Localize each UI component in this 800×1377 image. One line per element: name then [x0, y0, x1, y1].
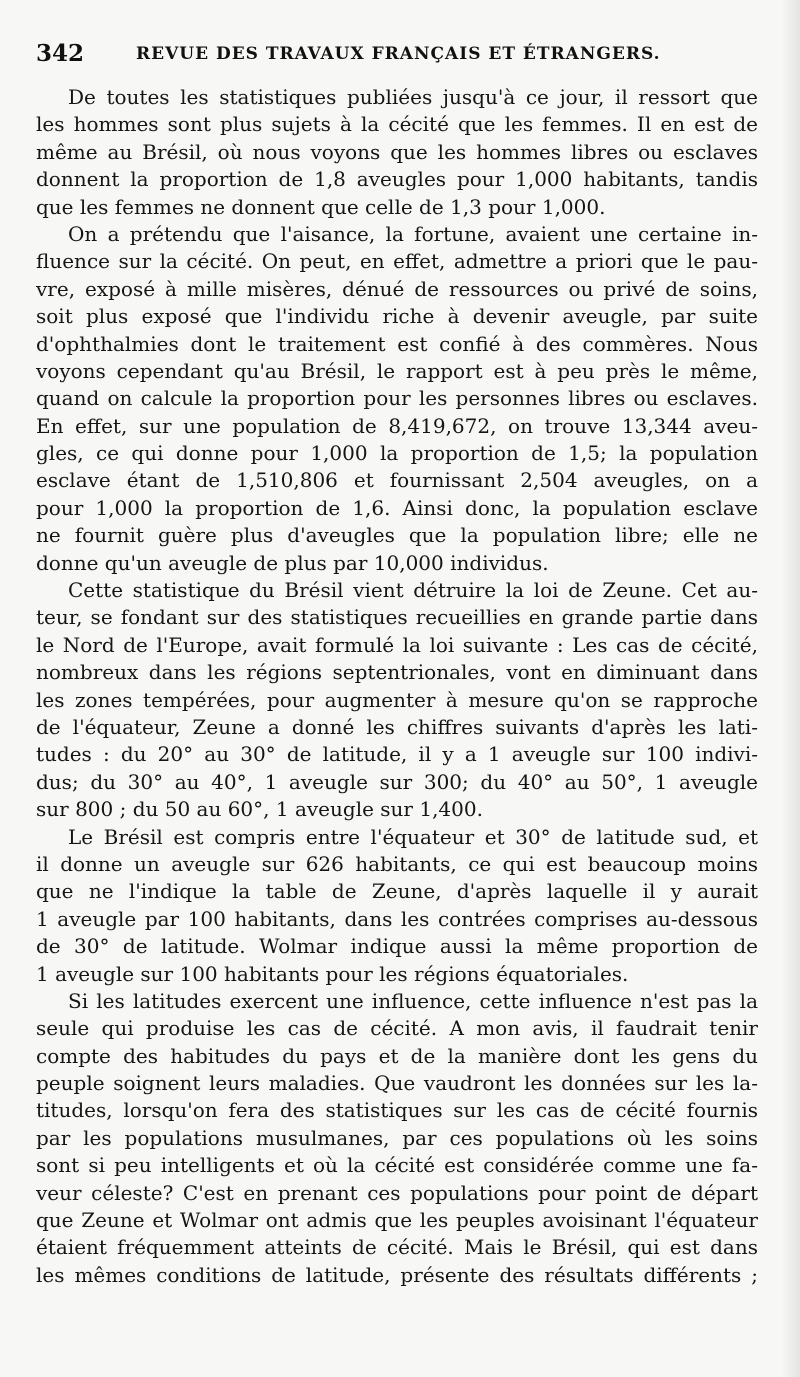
body-text — [36, 84, 758, 1289]
text-line: tudes : du 20° au 30° de latitude, il y a 1 aveugle sur 100 indivi- — [36, 742, 758, 767]
text-line: même au Brésil, où nous voyons que les hommes libres ou esclaves — [36, 139, 758, 164]
text-line: esclave étant de 1,510,806 et fournissant 2,504 aveugles, on a — [36, 468, 758, 493]
text-line: teur, se fondant sur des statistiques recueillies en grande partie dans — [36, 605, 758, 630]
text-line: que ne l'indique la table de Zeune, d'après laquelle il y aurait — [36, 879, 758, 904]
text-line: Si les latitudes exercent une influence, cette influence n'est pas la — [68, 988, 758, 1013]
text-line: il donne un aveugle sur 626 habitants, ce qui est beaucoup moins — [36, 851, 758, 876]
text-line: De toutes les statistiques publiées jusqu'à ce jour, il ressort que — [68, 85, 758, 109]
text-line: étaient fréquemment atteints de cécité. Mais le Brésil, qui est dans — [36, 1235, 758, 1260]
text-line: voyons cependant qu'au Brésil, le rapport est à peu près le même, — [36, 358, 758, 383]
text-line: de l'équateur, Zeune a donné les chiffres suivants d'après les lati- — [36, 714, 758, 739]
text-line: quand on calcule la proportion pour les personnes libres ou esclaves. — [36, 386, 758, 411]
text-line: titudes, lorsqu'on fera des statistiques sur les cas de cécité fournis — [36, 1098, 758, 1123]
text-line: sur 800 ; du 50 au 60°, 1 aveugle sur 1,400. — [36, 797, 483, 822]
text-line: On a prétendu que l'aisance, la fortune, avaient une certaine in- — [68, 221, 758, 246]
page-header — [36, 40, 756, 72]
text-line: 1 aveugle par 100 habitants, dans les contrées comprises au-dessous — [36, 906, 758, 931]
running-title: REVUE DES TRAVAUX FRANÇAIS ET ÉTRANGERS. — [136, 44, 661, 64]
paragraph — [36, 577, 758, 824]
text-line: que Zeune et Wolmar ont admis que les peuples avoisinant l'équateur — [36, 1208, 758, 1233]
text-line: de 30° de latitude. Wolmar indique aussi la même proportion de — [36, 934, 758, 959]
text-line: Le Brésil est compris entre l'équateur et 30° de latitude sud, et — [68, 824, 758, 849]
text-line: fluence sur la cécité. On peut, en effet, admettre a priori que le pau- — [36, 249, 758, 274]
text-line: vre, exposé à mille misères, dénué de ressources ou privé de soins, — [36, 276, 758, 301]
text-line: donne qu'un aveugle de plus par 10,000 individus. — [36, 550, 549, 575]
text-line: nombreux dans les régions septentrionales, vont en diminuant dans — [36, 660, 758, 685]
text-line: En effet, sur une population de 8,419,672, on trouve 13,344 aveu- — [36, 413, 758, 438]
text-line: pour 1,000 la proportion de 1,6. Ainsi donc, la population esclave — [36, 495, 758, 520]
text-line: 1 aveugle sur 100 habitants pour les régions équatoriales. — [36, 961, 629, 986]
text-line: peuple soignent leurs maladies. Que vaudront les données sur les la- — [36, 1071, 758, 1096]
text-line: que les femmes ne donnent que celle de 1,3 pour 1,000. — [36, 194, 606, 219]
text-line: Cette statistique du Brésil vient détruire la loi de Zeune. Cet au- — [68, 578, 758, 603]
text-line: par les populations musulmanes, par ces populations où les soins — [36, 1125, 758, 1150]
text-line: seule qui produise les cas de cécité. A mon avis, il faudrait tenir — [36, 1016, 758, 1041]
paragraph — [36, 84, 758, 221]
text-line: gles, ce qui donne pour 1,000 la proportion de 1,5; la population — [36, 441, 758, 466]
text-line: dus; du 30° au 40°, 1 aveugle sur 300; du 40° au 50°, 1 aveugle — [36, 769, 758, 794]
text-line: les zones tempérées, pour augmenter à mesure qu'on se rapproche — [36, 687, 758, 712]
text-line: veur céleste? C'est en prenant ces populations pour point de départ — [36, 1180, 758, 1205]
paragraph — [36, 824, 758, 988]
text-line: les hommes sont plus sujets à la cécité que les femmes. Il en est de — [36, 112, 758, 137]
paragraph — [36, 988, 758, 1289]
text-line: d'ophthalmies dont le traitement est confié à des commères. Nous — [36, 331, 758, 356]
paragraph — [36, 221, 758, 577]
page-number: 342 — [36, 40, 85, 67]
text-line: compte des habitudes du pays et de la manière dont les gens du — [36, 1043, 758, 1068]
text-line: les mêmes conditions de latitude, présente des résultats différents ; — [36, 1262, 758, 1287]
text-line: le Nord de l'Europe, avait formulé la loi suivante : Les cas de cécité, — [36, 632, 758, 657]
text-line: soit plus exposé que l'individu riche à devenir aveugle, par suite — [36, 304, 758, 329]
text-line: sont si peu intelligents et où la cécité est considérée comme une fa- — [36, 1153, 758, 1178]
text-line: donnent la proportion de 1,8 aveugles pour 1,000 habitants, tandis — [36, 167, 758, 192]
page-edge-shadow — [782, 0, 800, 1377]
text-line: ne fournit guère plus d'aveugles que la population libre; elle ne — [36, 523, 758, 548]
